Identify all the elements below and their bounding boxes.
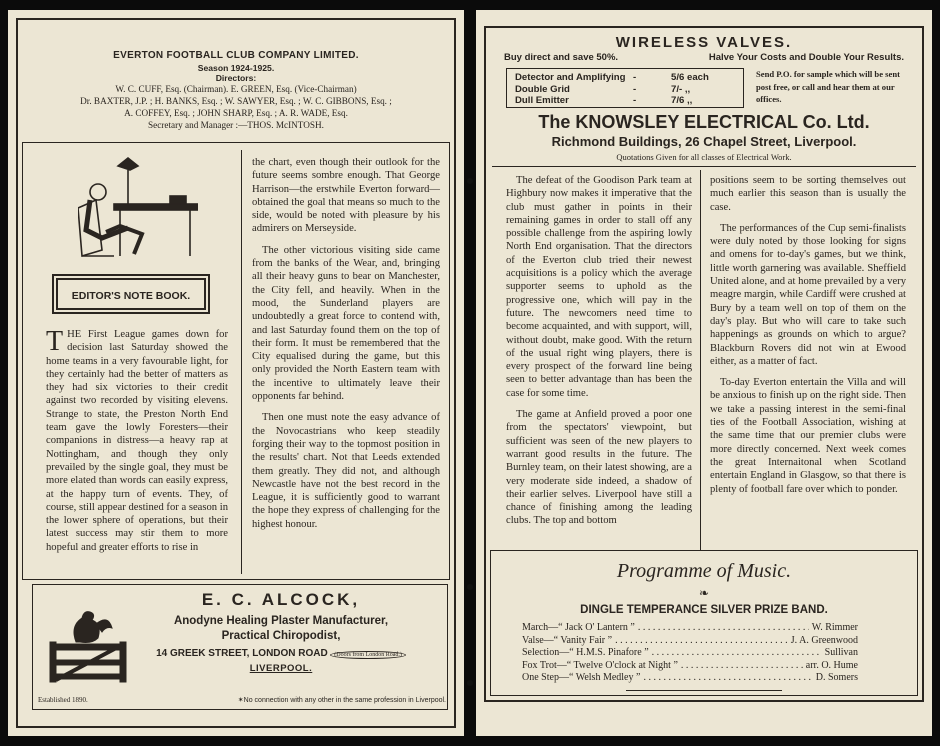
editorial-column-4 <box>710 174 906 504</box>
valve-row <box>515 84 735 96</box>
alcock-name: E. C. ALCOCK, <box>201 590 361 609</box>
alcock-footer <box>38 696 446 704</box>
editorial-paragraph: the chart, even though their outlook for the future seems sombre enough. That George Harrison—the erstwhile Everton forward—obtained the goal that means so much to the side, would be noted with pleasure by his admirers on Merseyside. <box>252 157 440 235</box>
alcock-line-1: Anodyne Healing Plaster Manufacturer, <box>173 615 389 627</box>
editorial-paragraph: Then one must note the easy advance of the Novocastrians who keep steadily forging their way to the topmost position in the results' chart. Not that Leeds extended them greatly. They did not, and although Newcastle have not the best record in the League, it is sufficiently good to warrant the hope they express of challenging for the highest honour. <box>252 412 440 530</box>
editorial-paragraph <box>46 328 228 554</box>
club-header <box>22 50 450 131</box>
music-piece: Selection—“ H.M.S. Pinafore ” <box>522 647 649 659</box>
music-piece: Valse—“ Vanity Fair ” <box>522 634 613 646</box>
knowsley-address: Richmond Buildings, 26 Chapel Street, Liverpool. <box>551 134 857 149</box>
paragraph-text: HE First League games down for decision last Saturday showed the home teams in a very favourable light, for they certainly had the better of matters as they had six victories to their credit against two recorded by visiting elevens. Strange to state, the Preston North End team gave the lowly Foresters—their companions in distress—a heavy rap at Nottingham, and though they only prevailed by the single goal, they must be more elated than words can easily express, at the happy turn of events. They, of course, still appear destined for a season in the lower sphere of operations, but their latest success may stir them to more hopeful and greater efforts to rise in <box>46 329 228 553</box>
music-item <box>522 647 858 660</box>
valve-row <box>515 72 735 84</box>
alcock-city: LIVERPOOL. <box>249 663 313 674</box>
music-piece: March—“ Jack O' Lantern ” <box>522 622 635 633</box>
column-divider <box>241 150 242 574</box>
editorial-paragraph: The other victorious visiting side came from the banks of the Wear, and, bringing all their heavy guns to bear on Manchester, the City fell, and heavily. When in the mood, the Sunderland players are undoubtedly a great force to contend with, and last Saturday found them on the top of their form. It must be remembered that the City equalised during the game, but this only provided the North Eastern team with the incentive to ultimately leave their opponents far behind. <box>252 244 440 403</box>
music-composer: W. Rimmer <box>811 622 858 633</box>
valve-dash: - <box>633 72 637 83</box>
music-piece: Fox Trot—“ Twelve O'clock at Night ” <box>522 659 678 671</box>
binding-hole <box>467 680 473 686</box>
wireless-left-tag: Buy direct and save 50%. <box>504 52 619 63</box>
drop-cap: T <box>46 326 64 357</box>
wireless-note: Send P.O. for sample which will be sent post free, or call and hear them at our offices. <box>756 69 900 104</box>
editorial-column-1 <box>46 328 228 562</box>
editors-note-book-title: EDITOR'S NOTE BOOK. <box>71 290 191 302</box>
music-footer-rule <box>626 690 782 691</box>
valve-price: 7/- ,, <box>671 83 691 95</box>
editorial-column-3 <box>506 174 692 536</box>
valve-dash: - <box>633 95 637 106</box>
music-composer: D. Somers <box>815 672 858 684</box>
valve-name: Dull Emitter <box>515 95 569 106</box>
valve-name: Double Grid <box>515 83 570 95</box>
column-divider <box>700 170 701 550</box>
valve-price: 7/6 ,, <box>671 95 693 106</box>
alcock-address: 14 GREEK STREET, LONDON ROAD <box>156 648 328 659</box>
editorial-paragraph: To-day Everton entertain the Villa and will be anxious to finish up on the right side. Then we take a passing interest in the semi-final ties of the Football Association, wishing at the same time that our premier clubs were more directly concerned. Next week comes the great Internaitonal when Scotland entertain England in Glasgow, so that there is plenty of football fare over which to ponder. <box>710 377 906 495</box>
knowsley-company: The KNOWSLEY ELECTRICAL Co. Ltd. <box>538 112 870 132</box>
alcock-text <box>128 590 434 674</box>
season: Season 1924-1925. <box>197 63 275 73</box>
secretary-line: Secretary and Manager :—THOS. McINTOSH. <box>148 120 324 130</box>
music-composer: J. A. Greenwood <box>790 634 858 646</box>
alcock-address-line <box>128 648 434 659</box>
binding-hole <box>467 178 473 184</box>
knowsley-quote: Quotations Given for all classes of Electrical Work. <box>616 152 792 162</box>
right-page <box>476 10 932 736</box>
directors-line: Dr. BAXTER, J.P. ; H. BANKS, Esq. ; W. SAWYER, Esq. ; W. C. GIBBONS, Esq. ; <box>80 96 392 106</box>
directors-line: A. COFFEY, Esq. ; JOHN SHARP, Esq. ; A. R. WADE, Esq. <box>124 108 348 118</box>
valve-dash: - <box>633 83 637 95</box>
band-name: DINGLE TEMPERANCE SILVER PRIZE BAND. <box>580 604 828 616</box>
valve-price-box <box>506 68 744 108</box>
music-item <box>522 622 858 635</box>
music-list <box>522 622 858 685</box>
music-ornament: ❧ <box>698 586 710 600</box>
alcock-established: Established 1890. <box>38 696 88 704</box>
alcock-footnote: ✶No connection with any other in the same profession in Liverpool. <box>237 697 446 704</box>
wireless-right-tag: Halve Your Costs and Double Your Results. <box>708 52 904 63</box>
left-page <box>8 10 464 736</box>
editorial-paragraph: The defeat of the Goodison Park team at Highbury now makes it imperative that the club must gather in points in their remaining games in order to stall off any possible challenge from the aspiring lowly North End organisation. That the directors of the Everton club tried their newest acquisitions is a policy which the average supporter seems to uphold as the progressive one, which will pay in the future. The newcomers need time to become acquainted, and with support, will, without doubt, make good. With the return of the usual right wing players, there is every prospect of the forward line being seen to better advantage than has been the case for some time. <box>506 175 692 399</box>
editor-at-desk-illustration <box>78 152 198 264</box>
editorial-paragraph: The performances of the Cup semi-finalists were duly noted by those looking for signs and omens for to-day's games, but we think, little worth garnering was available. Sheffield United alone, and at home prevailed by a very meagre margin, while Cardiff were crushed at Bury by a team well on top of them on the day's play. But who will care to take such happenings as grounds on which to argue? Blackburn Rovers did not win at Ewood either, as a matter of fact. <box>710 222 906 367</box>
editorial-paragraph: positions seem to be sorting themselves out much earlier this season than is usually the case. <box>710 175 906 213</box>
editorial-column-2 <box>252 156 440 539</box>
editors-note-book-banner <box>56 278 206 310</box>
music-piece: One Step—“ Welsh Medley ” <box>522 672 641 684</box>
ad-divider <box>492 166 916 167</box>
binding-hole <box>467 584 473 590</box>
valve-name: Detector and Amplifying <box>515 72 626 83</box>
alcock-line-2: Practical Chiropodist, <box>221 630 341 642</box>
wireless-taglines <box>504 52 904 63</box>
music-item <box>522 672 858 685</box>
directors-heading: Directors: <box>215 73 257 83</box>
directors-line: W. C. CUFF, Esq. (Chairman). E. GREEN, Esq. (Vice-Chairman) <box>115 84 357 94</box>
music-item <box>522 660 858 673</box>
wireless-title: WIRELESS VALVES. <box>615 34 793 51</box>
valve-price: 5/6 each <box>671 72 709 83</box>
music-composer: arr. O. Hume <box>805 659 858 671</box>
alcock-address-note: (Doors from London Road.) <box>330 651 406 659</box>
valve-row <box>515 95 735 107</box>
company-name: EVERTON FOOTBALL CLUB COMPANY LIMITED. <box>113 50 359 61</box>
music-composer: Sullivan <box>824 647 858 659</box>
music-item <box>522 635 858 648</box>
music-title: Programme of Music. <box>616 560 792 582</box>
editorial-paragraph: The game at Anfield proved a poor one from the spectators' viewpoint, but sufficient was seen of the new players to warrant good results in the future. The Burnley team, on their latest showing, are a very moderate side indeed, a shadow of their earlier selves. Liverpool have still a chance of finishing among the leading clubs. The top and bottom <box>506 409 692 527</box>
rooster-on-gate-icon <box>46 602 130 686</box>
